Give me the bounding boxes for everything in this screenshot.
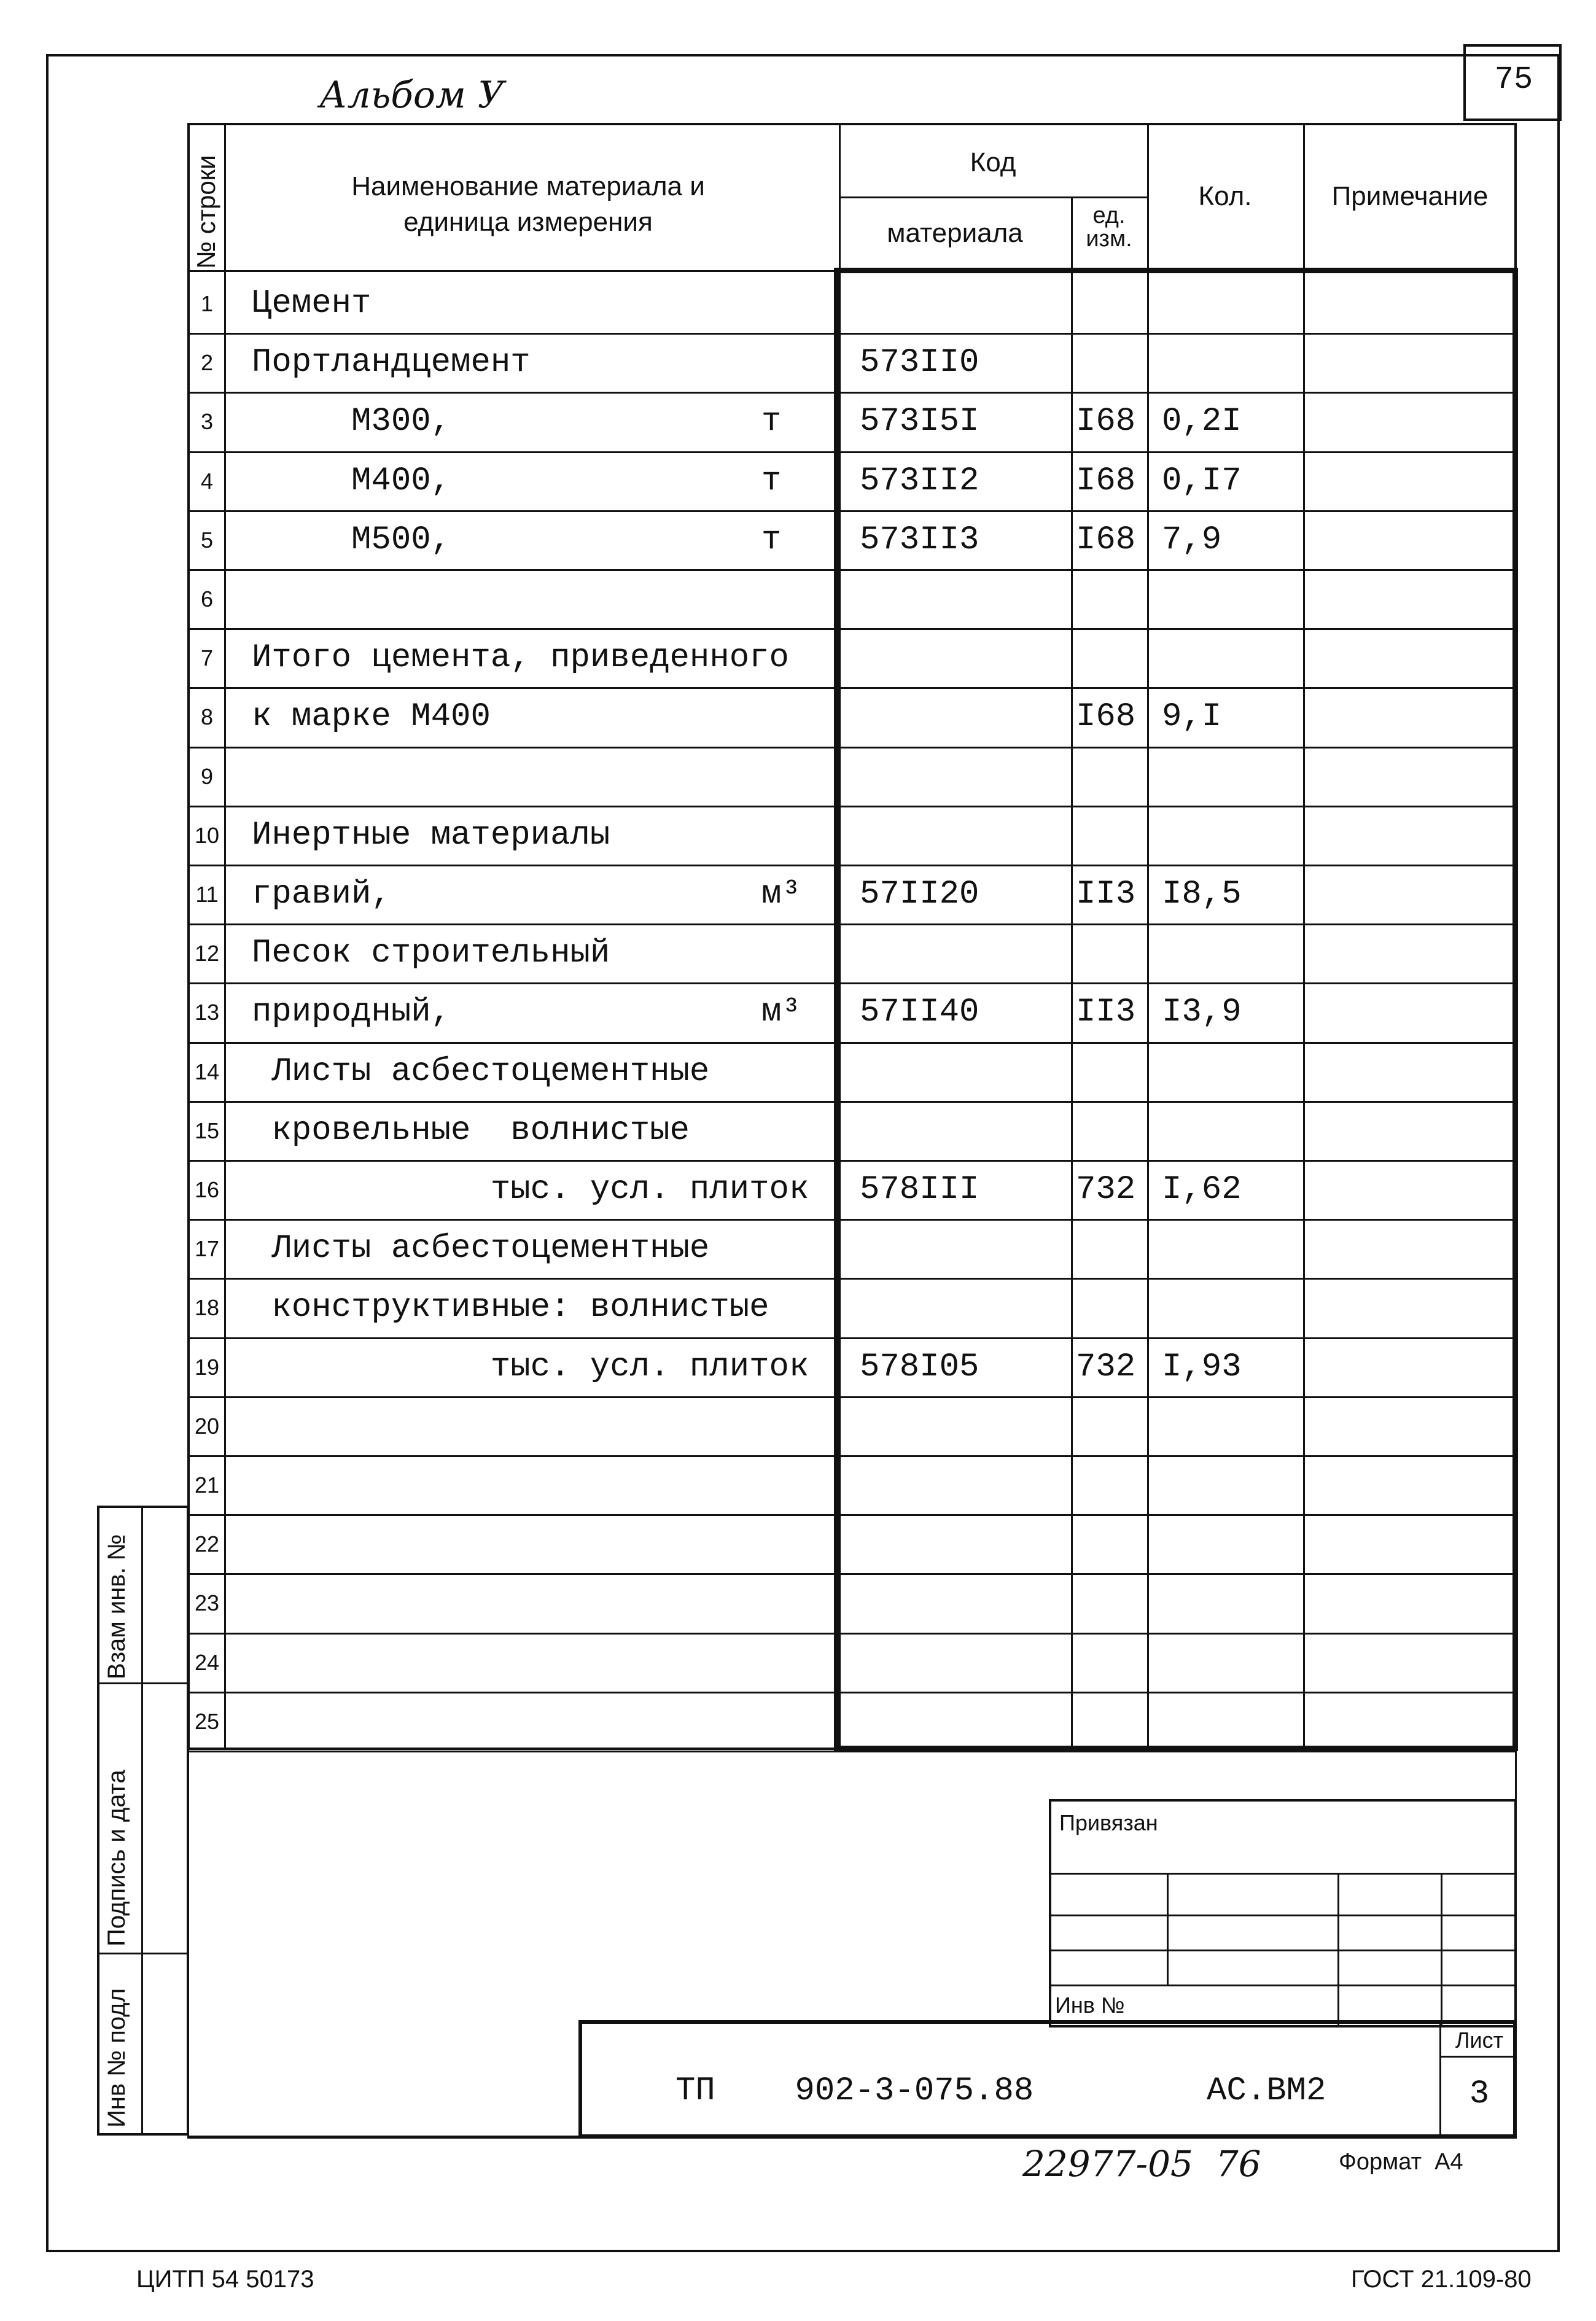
row-number: 2: [200, 350, 214, 376]
row-number: 22: [194, 1531, 220, 1557]
row-name: Итого цемента, приведенного: [252, 639, 789, 677]
row-line: [187, 569, 1517, 571]
doc-number: ТП 902-3-075.88: [675, 2072, 1034, 2110]
doc-code: АС.ВМ2: [1207, 2072, 1326, 2110]
footer-right: ГОСТ 21.109-80: [1351, 2266, 1532, 2293]
row-code: 578I05: [860, 1348, 979, 1386]
row-number: 5: [200, 527, 214, 553]
row-unit: 732: [1076, 1348, 1136, 1386]
row-number: 19: [194, 1354, 220, 1380]
bottom-left-line: [187, 1750, 189, 2136]
row-number: 17: [194, 1236, 220, 1262]
row-line: [187, 806, 1517, 807]
row-qty: I8,5: [1162, 876, 1242, 913]
row-line: [187, 510, 1517, 512]
row-number: 25: [194, 1708, 220, 1734]
row-line: [187, 1396, 1517, 1398]
side-stamp-line-2: [97, 1953, 189, 1954]
row-number: 20: [194, 1413, 220, 1439]
row-name: Цемент: [252, 285, 372, 322]
privyazan-line-4: [1049, 1985, 1517, 1986]
row-name: M500,: [252, 521, 451, 559]
row-unit: I68: [1076, 462, 1136, 500]
row-line: [187, 1751, 1517, 1752]
inv-no-label: Инв №: [1055, 1992, 1125, 2018]
row-unit-suffix: т: [761, 521, 782, 559]
row-name: тыс. усл. плиток: [252, 1348, 809, 1386]
row-number: 16: [194, 1177, 220, 1202]
row-number: 8: [200, 704, 214, 730]
privyazan-line-2: [1049, 1915, 1517, 1916]
row-unit: 732: [1076, 1171, 1136, 1208]
row-line: [187, 1101, 1517, 1103]
row-number: 14: [194, 1059, 220, 1084]
side-stamp-line-1: [97, 1682, 189, 1684]
row-qty: I3,9: [1162, 993, 1242, 1032]
row-number: 15: [194, 1118, 220, 1143]
row-number: 12: [194, 941, 220, 966]
row-qty: I,93: [1162, 1348, 1242, 1386]
header-unit: ед. изм.: [1086, 203, 1132, 252]
row-line: [187, 628, 1517, 630]
side-stamp-divider: [141, 1506, 143, 2136]
row-line: [187, 865, 1517, 866]
header-code: Код: [970, 147, 1016, 177]
col-line-n: [224, 123, 226, 1750]
side-inv: Инв № подл: [103, 1988, 130, 2128]
row-name: гравий,: [252, 876, 391, 913]
row-qty: I,62: [1162, 1171, 1242, 1208]
row-number: 11: [195, 882, 219, 907]
row-line: [187, 687, 1517, 689]
handwritten-number: 22977-05 76: [1022, 2143, 1261, 2185]
row-number: 10: [194, 822, 220, 848]
row-name: Портландцемент: [252, 344, 531, 382]
row-line: [187, 747, 1517, 748]
row-line: [187, 1573, 1517, 1575]
row-number: 18: [194, 1295, 220, 1321]
row-unit: I68: [1076, 403, 1136, 441]
row-line: [187, 1160, 1517, 1162]
row-number: 24: [194, 1649, 220, 1675]
row-name: кровельные волнистые: [252, 1111, 690, 1149]
privyazan-col-2: [1337, 1873, 1339, 2027]
row-line: [187, 1337, 1517, 1339]
row-unit: I68: [1076, 698, 1136, 736]
row-code: 57II20: [860, 876, 979, 913]
list-label: Лист: [1455, 2027, 1504, 2053]
row-name: к марке М400: [252, 698, 491, 736]
row-number: 13: [194, 1000, 220, 1025]
row-code: 578III: [860, 1171, 979, 1208]
footer-left: ЦИТП 54 50173: [136, 2266, 314, 2293]
row-line: [187, 1042, 1517, 1044]
row-name: Инертные материалы: [252, 816, 610, 854]
row-line: [187, 1514, 1517, 1516]
row-number: 6: [200, 586, 214, 612]
list-number: 3: [1469, 2075, 1490, 2113]
row-number: 21: [194, 1472, 220, 1498]
row-qty: 0,I7: [1162, 462, 1242, 500]
row-qty: 7,9: [1162, 521, 1222, 559]
row-code: 573I5I: [860, 403, 979, 441]
row-line: [187, 1633, 1517, 1635]
row-code: 57II40: [860, 993, 979, 1032]
header-row-no: № строки: [192, 155, 220, 269]
row-name: Листы асбестоцементные: [252, 1052, 710, 1091]
title-block-divider: [1439, 2020, 1441, 2138]
privyazan-col-3: [1441, 1873, 1442, 2027]
row-name: природный,: [252, 993, 451, 1032]
row-unit-suffix: м³: [761, 876, 801, 913]
row-name: тыс. усл. плиток: [252, 1171, 809, 1208]
row-qty: 0,2I: [1162, 403, 1242, 441]
privyazan-label: Привязан: [1059, 1810, 1158, 1835]
header-name: Наименование материала и единица измерения: [351, 171, 705, 237]
row-line: [187, 333, 1517, 335]
album-note: Альбом У: [319, 74, 505, 117]
row-number: 3: [200, 409, 214, 435]
row-line: [187, 923, 1517, 925]
row-number: 1: [200, 291, 214, 316]
row-unit-suffix: т: [761, 462, 782, 500]
row-line: [187, 982, 1517, 984]
row-line: [187, 1278, 1517, 1280]
row-line: [187, 1692, 1517, 1693]
privyazan-col-1: [1167, 1873, 1169, 1985]
row-line: [187, 1219, 1517, 1221]
row-code: 573II3: [860, 521, 979, 559]
side-vzam: Взам инв. №: [103, 1534, 130, 1679]
row-unit-suffix: т: [761, 403, 782, 441]
list-label-line: [1439, 2056, 1517, 2058]
side-podpis: Подпись и дата: [103, 1770, 130, 1946]
header-qty: Кол.: [1198, 181, 1252, 211]
row-name: Песок строительный: [252, 935, 610, 973]
privyazan-line-3: [1049, 1950, 1517, 1951]
header-material: материала: [887, 218, 1023, 248]
row-number: 7: [200, 645, 214, 671]
row-unit-suffix: м³: [761, 993, 801, 1032]
format-label: Формат А4: [1339, 2149, 1463, 2175]
row-name: M400,: [252, 462, 451, 500]
row-line: [187, 451, 1517, 453]
row-name: конструктивные: волнистые: [252, 1289, 769, 1327]
header-code-split: [839, 196, 1147, 198]
row-name: Листы асбестоцементные: [252, 1230, 710, 1268]
row-qty: 9,I: [1162, 698, 1222, 736]
row-name: M300,: [252, 403, 451, 441]
page-number: 75: [1494, 61, 1533, 98]
row-code: 573II2: [860, 462, 979, 500]
row-number: 23: [194, 1590, 220, 1616]
row-line: [187, 392, 1517, 394]
row-code: 573II0: [860, 344, 979, 382]
row-unit: I68: [1076, 521, 1136, 559]
row-number: 4: [200, 468, 214, 494]
row-unit: II3: [1076, 876, 1136, 913]
privyazan-line-1: [1049, 1873, 1517, 1875]
row-unit: II3: [1076, 993, 1136, 1032]
row-number: 9: [200, 763, 214, 789]
header-note: Примечание: [1331, 181, 1489, 211]
code-block-top: [834, 268, 1518, 273]
row-line: [187, 1455, 1517, 1457]
